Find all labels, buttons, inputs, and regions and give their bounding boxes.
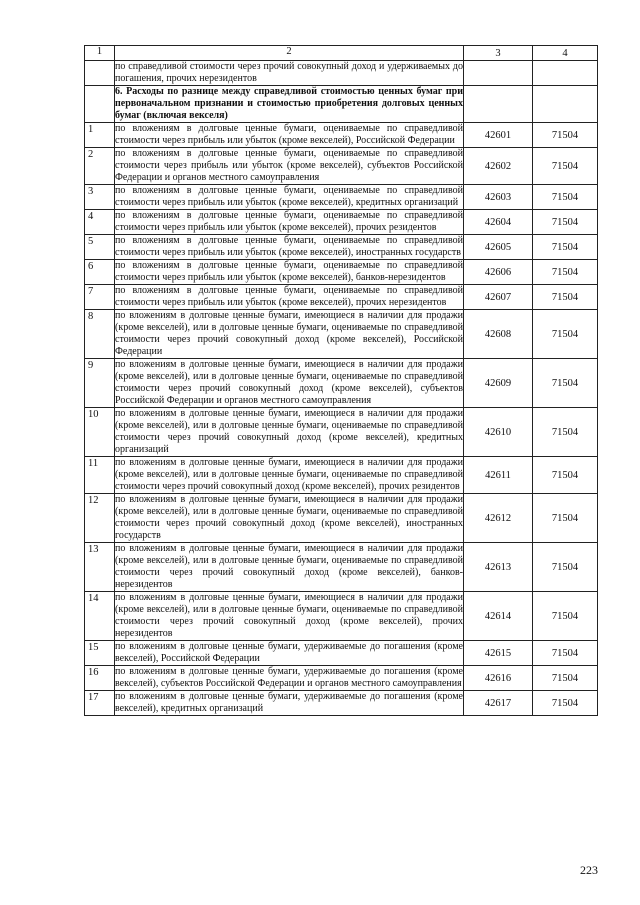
row-number: 9 — [85, 359, 115, 408]
table-row — [85, 285, 598, 310]
row-number: 17 — [85, 691, 115, 716]
header-col-4: 4 — [533, 46, 598, 61]
row-account-code: 42609 — [464, 359, 533, 408]
row-number: 11 — [85, 457, 115, 494]
table-row — [85, 666, 598, 691]
row-symbol-code: 71504 — [533, 543, 598, 592]
section-num-cell — [85, 86, 115, 123]
table-row — [85, 359, 598, 408]
row-description: по вложениям в долговые ценные бумаги, имеющиеся в наличии для продажи (кроме векселей), или в долговые ценные бумаги, оцениваемые по справедливой стоимости через прочий совокупный доход (кроме векселей), Российской Федерации — [115, 310, 463, 357]
header-col-3: 3 — [464, 46, 533, 61]
row-account-code: 42606 — [464, 260, 533, 285]
table-row — [85, 310, 598, 359]
header-col-2: 2 — [115, 46, 464, 61]
row-number: 4 — [85, 210, 115, 235]
row-number: 10 — [85, 408, 115, 457]
section-row — [85, 86, 598, 123]
accounts-table-body — [85, 46, 598, 716]
row-symbol-code: 71504 — [533, 691, 598, 716]
table-row — [85, 641, 598, 666]
row-description: по вложениям в долговые ценные бумаги, оцениваемые по справедливой стоимости через прибыль или убыток (кроме векселей), кредитных организаций — [115, 185, 463, 208]
row-symbol-code: 71504 — [533, 592, 598, 641]
table-row — [85, 148, 598, 185]
table-row — [85, 592, 598, 641]
row-number: 15 — [85, 641, 115, 666]
row-account-code: 42608 — [464, 310, 533, 359]
table-row — [85, 123, 598, 148]
row-account-code: 42604 — [464, 210, 533, 235]
continuation-row — [85, 61, 598, 86]
row-account-code: 42605 — [464, 235, 533, 260]
row-symbol-code: 71504 — [533, 310, 598, 359]
row-symbol-code: 71504 — [533, 260, 598, 285]
row-description: по вложениям в долговые ценные бумаги, имеющиеся в наличии для продажи (кроме векселей), или в долговые ценные бумаги, оцениваемые по справедливой стоимости через прочий совокупный доход (кроме векселей), прочих резидентов — [115, 457, 463, 492]
table-row — [85, 260, 598, 285]
row-account-code: 42607 — [464, 285, 533, 310]
table-row — [85, 185, 598, 210]
row-description: по вложениям в долговые ценные бумаги, оцениваемые по справедливой стоимости через прибыль или убыток (кроме векселей), прочих резидентов — [115, 210, 463, 233]
row-description: по вложениям в долговые ценные бумаги, оцениваемые по справедливой стоимости через прибыль или убыток (кроме векселей), прочих нерезидентов — [115, 285, 463, 308]
continuation-text: по справедливой стоимости через прочий совокупный доход и удерживаемых до погашения, прочих нерезидентов — [115, 61, 463, 84]
row-account-code: 42613 — [464, 543, 533, 592]
header-col-1: 1 — [85, 46, 115, 61]
row-number: 5 — [85, 235, 115, 260]
table-row — [85, 210, 598, 235]
row-number: 14 — [85, 592, 115, 641]
section-symbol-cell — [533, 86, 598, 123]
table-row — [85, 691, 598, 716]
header-row — [85, 46, 598, 61]
table-row — [85, 235, 598, 260]
row-symbol-code: 71504 — [533, 666, 598, 691]
row-number: 3 — [85, 185, 115, 210]
row-symbol-code: 71504 — [533, 123, 598, 148]
table-row — [85, 543, 598, 592]
row-number: 8 — [85, 310, 115, 359]
row-account-code: 42612 — [464, 494, 533, 543]
row-number: 7 — [85, 285, 115, 310]
row-account-code: 42617 — [464, 691, 533, 716]
row-number: 1 — [85, 123, 115, 148]
row-number: 2 — [85, 148, 115, 185]
table-row — [85, 457, 598, 494]
row-account-code: 42610 — [464, 408, 533, 457]
table-row — [85, 494, 598, 543]
row-description: по вложениям в долговые ценные бумаги, удерживаемые до погашения (кроме векселей), Российской Федерации — [115, 641, 463, 664]
row-description: по вложениям в долговые ценные бумаги, оцениваемые по справедливой стоимости через прибыль или убыток (кроме векселей), иностранных государств — [115, 235, 463, 258]
row-symbol-code: 71504 — [533, 148, 598, 185]
row-symbol-code: 71504 — [533, 408, 598, 457]
row-description: по вложениям в долговые ценные бумаги, удерживаемые до погашения (кроме векселей), кредитных организаций — [115, 691, 463, 714]
row-symbol-code: 71504 — [533, 235, 598, 260]
row-account-code: 42616 — [464, 666, 533, 691]
row-symbol-code: 71504 — [533, 210, 598, 235]
row-symbol-code: 71504 — [533, 359, 598, 408]
row-symbol-code: 71504 — [533, 285, 598, 310]
row-number: 6 — [85, 260, 115, 285]
row-account-code: 42615 — [464, 641, 533, 666]
table-row — [85, 408, 598, 457]
continuation-symbol-cell — [533, 61, 598, 86]
row-account-code: 42601 — [464, 123, 533, 148]
row-symbol-code: 71504 — [533, 457, 598, 494]
row-number: 12 — [85, 494, 115, 543]
continuation-code-cell — [464, 61, 533, 86]
row-account-code: 42602 — [464, 148, 533, 185]
row-description: по вложениям в долговые ценные бумаги, имеющиеся в наличии для продажи (кроме векселей), или в долговые ценные бумаги, оцениваемые по справедливой стоимости через прочий совокупный доход (кроме векселей), субъектов Российской Федерации и органов местного самоуправления — [115, 359, 463, 406]
row-description: по вложениям в долговые ценные бумаги, имеющиеся в наличии для продажи (кроме векселей), или в долговые ценные бумаги, оцениваемые по справедливой стоимости через прочий совокупный доход (кроме векселей), кредитных организаций — [115, 408, 463, 455]
row-description: по вложениям в долговые ценные бумаги, имеющиеся в наличии для продажи (кроме векселей), или в долговые ценные бумаги, оцениваемые по справедливой стоимости через прочий совокупный доход (кроме векселей), банков-нерезидентов — [115, 543, 463, 590]
row-account-code: 42603 — [464, 185, 533, 210]
row-symbol-code: 71504 — [533, 641, 598, 666]
row-description: по вложениям в долговые ценные бумаги, оцениваемые по справедливой стоимости через прибыль или убыток (кроме векселей), субъектов Российской Федерации и органов местного самоуправления — [115, 148, 463, 183]
row-description: по вложениям в долговые ценные бумаги, имеющиеся в наличии для продажи (кроме векселей), или в долговые ценные бумаги, оцениваемые по справедливой стоимости через прочий совокупный доход (кроме векселей), иностранных государств — [115, 494, 463, 541]
continuation-num-cell — [85, 61, 115, 86]
page-number: 223 — [580, 863, 598, 877]
row-symbol-code: 71504 — [533, 494, 598, 543]
row-description: по вложениям в долговые ценные бумаги, оцениваемые по справедливой стоимости через прибыль или убыток (кроме векселей), банков-нерезидентов — [115, 260, 463, 283]
row-number: 16 — [85, 666, 115, 691]
row-number: 13 — [85, 543, 115, 592]
row-account-code: 42614 — [464, 592, 533, 641]
row-account-code: 42611 — [464, 457, 533, 494]
row-description: по вложениям в долговые ценные бумаги, удерживаемые до погашения (кроме векселей), субъектов Российской Федерации и органов местного самоуправления — [115, 666, 463, 689]
row-description: по вложениям в долговые ценные бумаги, оцениваемые по справедливой стоимости через прибыль или убыток (кроме векселей), Российской Федерации — [115, 123, 463, 146]
section-title: 6. Расходы по разнице между справедливой стоимостью ценных бумаг при первоначальном признании и стоимостью приобретения долговых ценных бумаг (включая векселя) — [115, 86, 463, 121]
row-description: по вложениям в долговые ценные бумаги, имеющиеся в наличии для продажи (кроме векселей), или в долговые ценные бумаги, оцениваемые по справедливой стоимости через прочий совокупный доход (кроме векселей), прочих нерезидентов — [115, 592, 463, 639]
accounts-table — [84, 45, 598, 716]
row-symbol-code: 71504 — [533, 185, 598, 210]
section-code-cell — [464, 86, 533, 123]
